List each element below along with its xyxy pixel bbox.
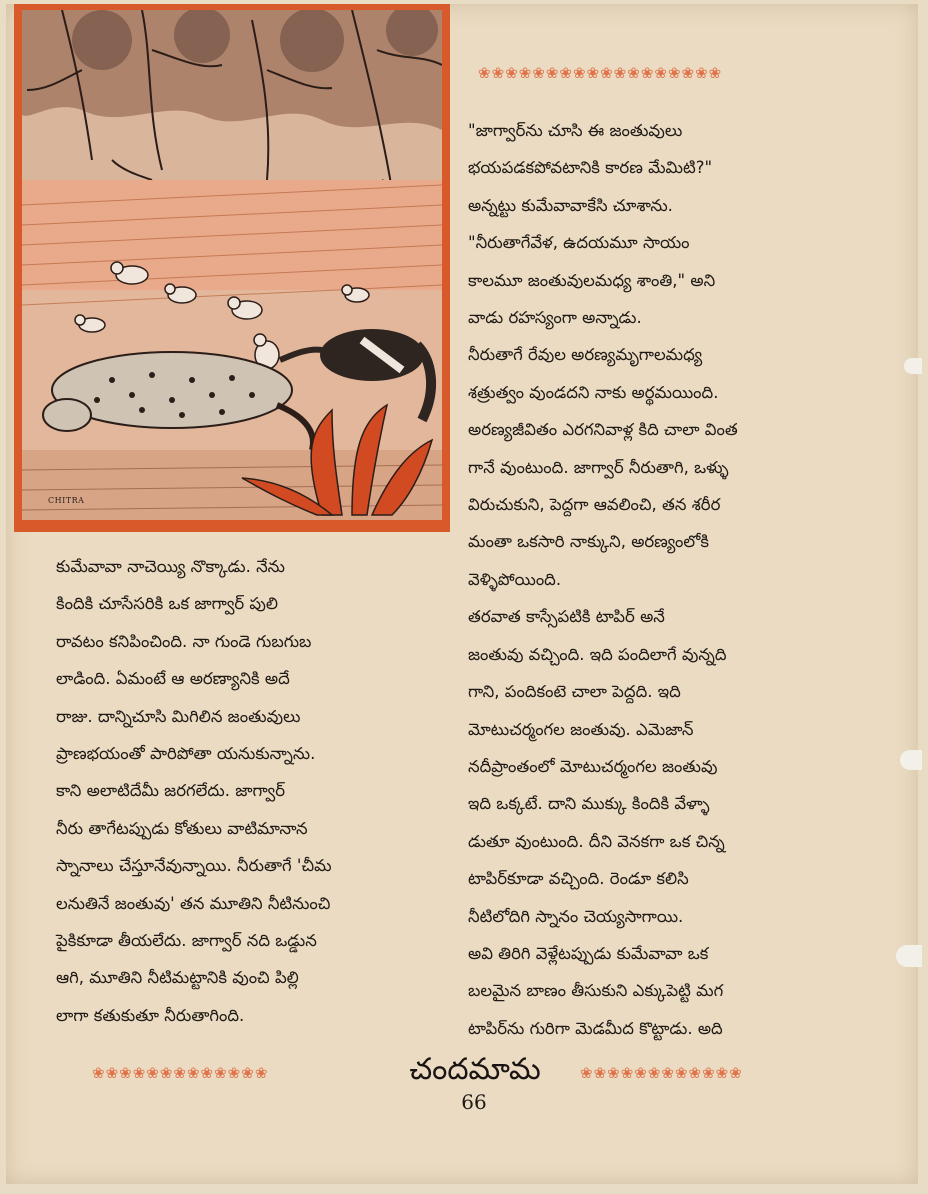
torn-edge-mark bbox=[896, 945, 922, 967]
paragraph: అవి తిరిగి వెళ్లేటప్పుడు కుమేవావా ఒక బలమైన బాణం తీసుకుని ఎక్కుపెట్టి మగ టాపిర్‌ను గురిగా మెడమీద కొట్టాడు. అది bbox=[468, 943, 724, 1038]
top-ornament-border: ❀❀❀❀❀❀❀❀❀❀❀❀❀❀❀❀❀❀ bbox=[478, 64, 723, 82]
paragraph: "నీరుతాగేవేళ, ఉదయమూ సాయం కాలమూ జంతువులమధ్య శాంతి," అని వాడు రహస్యంగా అన్నాడు. bbox=[468, 233, 716, 328]
jungle-illustration bbox=[22, 10, 442, 520]
torn-edge-mark bbox=[900, 750, 922, 770]
paragraph: తరవాత కాస్సేపటికి టాపిర్ అనే జంతువు వచ్చింది. ఇది పందిలాగే వున్నది గాని, పందికంటె చాలా పెద్దది. ఇది మోటుచర్మంగల జంతువు. ఎమెజాన్ నదీప్రాంతంలో మోటుచర్మంగల జంతువు ఇది ఒక్కటే. దాని ముక్కు కిందికి వేళ్ళా డుతూ వుంటుంది. దీని వెనకగా ఒక చిన్న టాపిర్‌కూడా వచ్చింది. రెండూ కలిసి నీటిలోదిగి స్నానం చెయ్యసాగాయి. bbox=[468, 607, 727, 926]
illustration-drawing bbox=[22, 10, 442, 520]
paragraph: కుమేవావా నాచెయ్యి నొక్కాడు. నేను కిందికి చూసేసరికి ఒక జాగ్వార్ పులి రావటం కనిపించింది. నా గుండె గుబగుబ లాడింది. ఏమంటే ఆ అరణ్యానికి అదే రాజు. దాన్నిచూసి మిగిలిన జంతువులు ప్రాణభయంతో పారిపోతా యనుకున్నాను. కాని అలాటిదేమీ జరగలేదు. జాగ్వార్ నీరు తాగేటప్పుడు కోతులు వాటిమానాన స్నానాలు చేస్తూనేవున్నాయి. నీరుతాగే 'చీమ లనుతినే జంతువు' తన మూతిని నీటినుంచి పైకికూడా తీయలేదు. జాగ్వార్ నది ఒడ్డున ఆగి, మూతిని నీటిమట్టానికి వుంచి పిల్లి లాగా కతుకుతూ నీరుతాగింది. bbox=[56, 557, 332, 1025]
footer-ornament-right: ❀❀❀❀❀❀❀❀❀❀❀❀ bbox=[580, 1064, 743, 1082]
right-text-column bbox=[468, 112, 858, 1047]
artist-signature: CHITRA bbox=[48, 496, 85, 505]
illustration-frame bbox=[14, 4, 450, 532]
left-text-column bbox=[56, 548, 434, 1034]
paragraph: నీరుతాగే రేవుల అరణ్యమృగాలమధ్య శత్రుత్వం వుండదని నాకు అర్థమయింది. అరణ్యజీవితం ఎరగనివాళ్ల కిది చాలా వింత గానే వుంటుంది. జాగ్వార్ నీరుతాగి, ఒళ్ళు విరుచుకుని, పెద్దగా ఆవలించి, తన శరీర మంతా ఒకసారి నాక్కుని, అరణ్యంలోకి వెళ్ళిపోయింది. bbox=[468, 345, 738, 589]
page-number: 66 bbox=[461, 1090, 487, 1114]
footer-ornament-left: ❀❀❀❀❀❀❀❀❀❀❀❀❀ bbox=[92, 1064, 269, 1082]
paragraph: "జాగ్వార్‌ను చూసి ఈ జంతువులు భయపడకపోవటానికి కారణ మేమిటి?" అన్నట్టు కుమేవావాకేసి చూశాను. bbox=[468, 121, 713, 215]
torn-edge-mark bbox=[904, 358, 922, 374]
magazine-title: చందమామ bbox=[409, 1052, 541, 1087]
